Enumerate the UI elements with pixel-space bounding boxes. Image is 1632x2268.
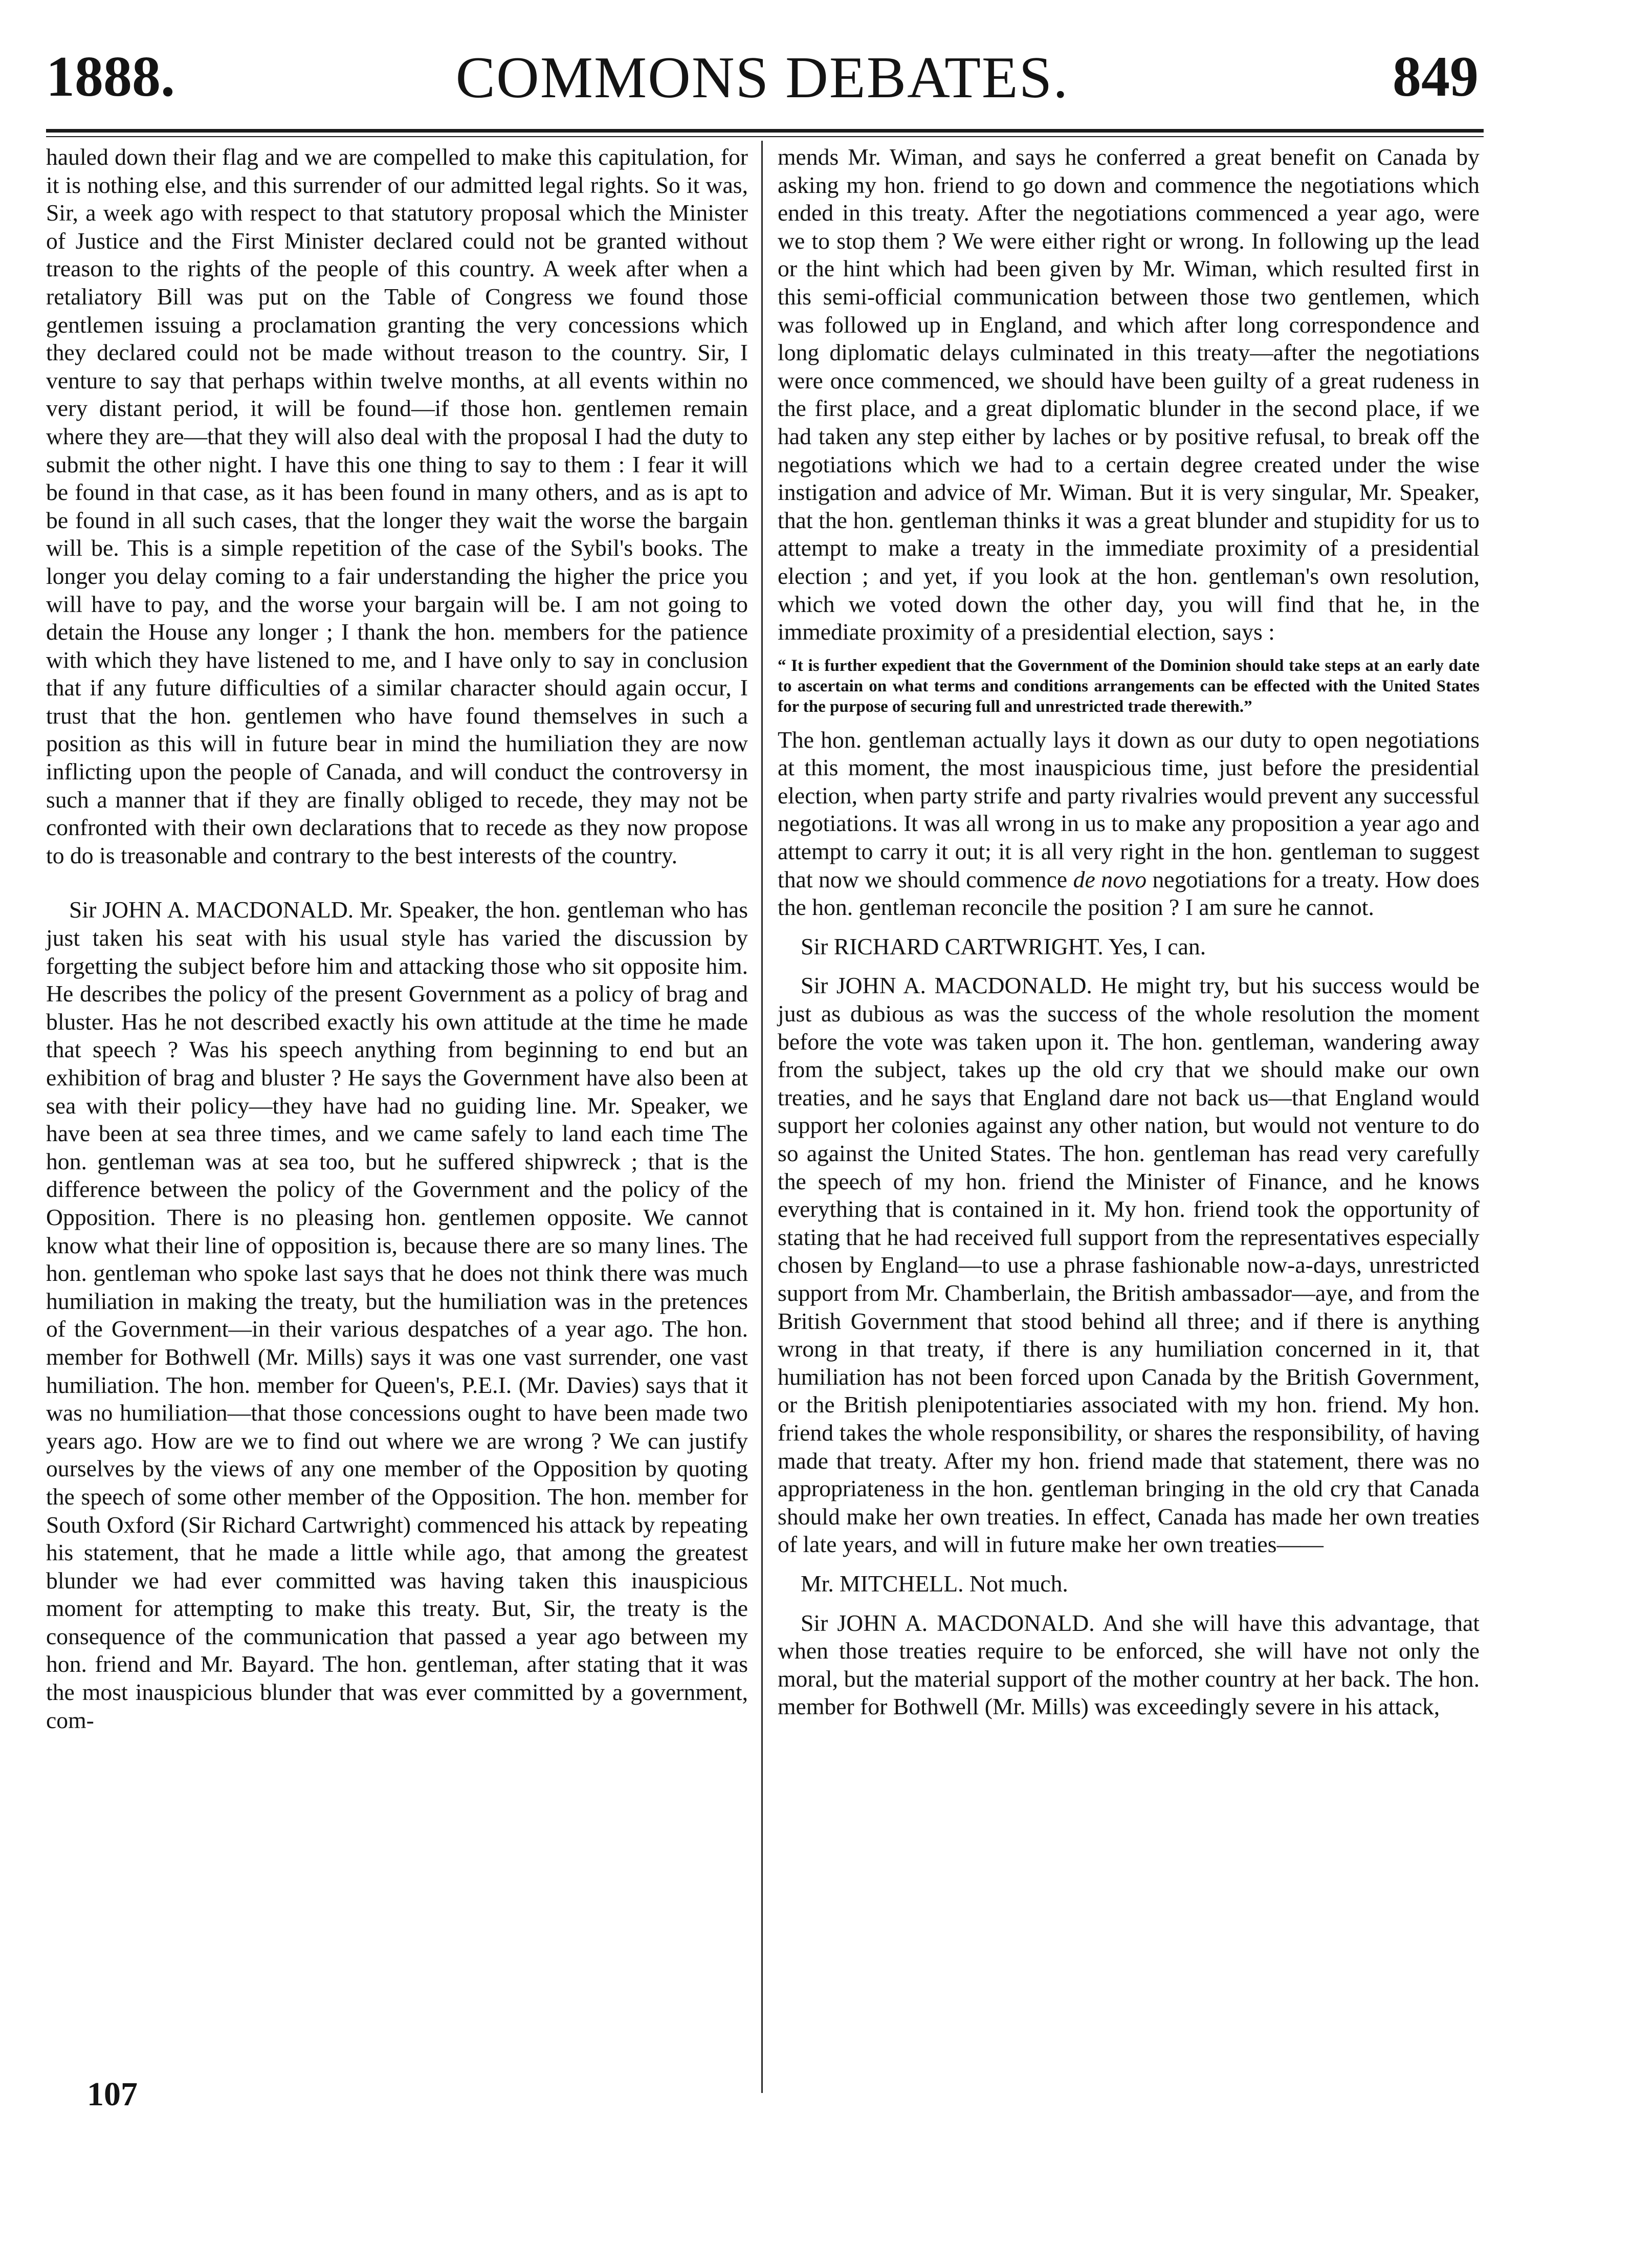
- speaker-name: Sir JOHN A. MACDONALD.: [801, 972, 1092, 999]
- speaker-name: Sir JOHN A. MACDONALD.: [801, 1609, 1095, 1636]
- paragraph-text: The hon. gentleman actually lays it down as our duty to open negotiations at this moment, the most inauspicious time, just before the presidential election, when party strife and party rivalries would prevent any successful negotiations. It was all wrong in us to make any proposition a year ago and attempt to carry it out; it is all very right in the hon. gentleman to suggest that now we should commence: [778, 726, 1480, 892]
- paragraph-text: negotiations for a treaty. How does the hon. gentleman reconcile the position ? I am sure he cannot.: [778, 866, 1480, 921]
- speaker-name: Sir RICHARD CARTWRIGHT.: [801, 933, 1104, 959]
- italic-phrase: de novo: [1073, 866, 1147, 892]
- header-title: COMMONS DEBATES.: [455, 45, 1069, 111]
- right-column: [778, 143, 1480, 1721]
- speech-paragraph: [46, 896, 748, 1734]
- header-page-number: 849: [1393, 45, 1479, 108]
- header-year: 1888.: [46, 45, 175, 108]
- speech-text: Yes, I can.: [1103, 933, 1206, 959]
- speaker-name: Sir JOHN A. MACDONALD.: [69, 897, 354, 923]
- left-column: [46, 143, 748, 1734]
- header-rule: [46, 129, 1484, 133]
- folio-number: 107: [87, 2076, 138, 2113]
- paragraph: mends Mr. Wiman, and says he conferred a great benefit on Canada by asking my hon. friend to go down and commence the negotiations which ended in this treaty. After the negotiations commenced a year ago, were we to stop them ? We were either right or wrong. In following up the lead or the hint which had been given by Mr. Wiman, which resulted first in this semi-official communication between those two gentlemen, which was followed up in England, and which after long correspondence and long diplomatic delays culminated in this treaty—after the negotiations were once commenced, we should have been guilty of a great rudeness in the first place, and a great diplomatic blunder in the second place, if we had taken any step either by laches or by positive refusal, to break off the negotiations which we had to a certain degree created under the wise instigation and advice of Mr. Wiman. But it is very singular, Mr. Speaker, that the hon. gentleman thinks it was a great blunder and stupidity for us to attempt to make a treaty in the immediate proximity of a presidential election ; and yet, if you look at the hon. gentleman's own resolution, which we voted down the other day, you will find that he, in the immediate proximity of a presidential election, says :: [778, 144, 1480, 645]
- speech-paragraph: [778, 1609, 1480, 1721]
- speaker-name: Mr. MITCHELL.: [801, 1570, 964, 1597]
- speech-paragraph: [778, 1570, 1480, 1598]
- speech-text: He might try, but his success would be just as dubious as was the success of the whole resolution the moment before the vote was taken upon it. The hon. gentleman, wandering away from the subject, takes up the old cry that we should make our own treaties, and he says that England dare not back us—that England would support her colonies against any other nation, but would not venture to do so against the United States. The hon. gentleman has read very carefully the speech of my hon. friend the Minister of Finance, and he knows everything that is contained in it. My hon. friend took the opportunity of stating that he had received full support from the representatives especially chosen by England—to use a phrase fashionable now-a-days, unrestricted support from Mr. Chamberlain, the British ambassador—aye, and from the British Government that stood behind all three; and if there is anything wrong in that treaty, if there is any humiliation concerned in it, that humiliation has not been forced upon Canada by the British Government, or the British plenipotentiaries associated with my hon. friend. My hon. friend takes the whole responsibility, or shares the responsibility, of having made that treaty. After my hon. friend made that statement, there was no appropriateness in the hon. gentleman bringing in the old cry that Canada should make her own treaties. In effect, Canada has made her own treaties of late years, and will in future make her own treaties——: [778, 972, 1480, 1558]
- speech-paragraph: [778, 933, 1480, 961]
- speech-text: Not much.: [963, 1570, 1068, 1597]
- speech-text: Mr. Speaker, the hon. gentleman who has just taken his seat with his usual style has varied the discussion by forgetting the subject before him and attacking those who sit opposite him. He describes the policy of the present Government as a policy of brag and bluster. Has he not described exactly his own attitude at the time he made that speech ? Was his speech anything from beginning to end but an exhibition of brag and bluster ? He says the Government have also been at sea with their policy—they have had no guiding line. Mr. Speaker, we have been at sea three times, and we came safely to land each time The hon. gentleman was at sea too, but he suffered shipwreck ; that is the difference between the policy of the Government and the policy of the Opposition. There is no pleasing hon. gentlemen opposite. We cannot know what their line of opposition is, because there are so many lines. The hon. gentleman who spoke last says that he does not think there was much humiliation in making the treaty, but the humiliation was in the pretences of the Government—in their various despatches of a year ago. The hon. member for Bothwell (Mr. Mills) says it was one vast surrender, one vast humiliation. The hon. member for Queen's, P.E.I. (Mr. Davies) says that it was no humiliation—that those concessions ought to have been made two years ago. How are we to find out where we are wrong ? We can justify ourselves by the views of any one member of the Opposition by quoting the speech of some other member of the Opposition. The hon. member for South Oxford (Sir Richard Cartwright) commenced his attack by repeating his statement, that he made a little while ago, that among the greatest blunder we had ever committed was having taken this inauspicious moment for attempting to make this treaty. But, Sir, the treaty is the consequence of the communication that passed a year ago between my hon. friend and Mr. Bayard. The hon. gentleman, after stating that it was the most inauspicious blunder that was ever committed by a government, com-: [46, 897, 748, 1733]
- paragraph: [778, 726, 1480, 922]
- speech-paragraph: [778, 972, 1480, 1558]
- block-quote: “ It is further expedient that the Government of the Dominion should take steps at an early date to ascertain on what terms and conditions arrangements can be effected with the United States for the purpose of securing full and unrestricted trade therewith.”: [778, 656, 1480, 716]
- speech-text: And she will have this advantage, that when those treaties require to be enforced, she will have not only the moral, but the material support of the mother country at her back. The hon. member for Bothwell (Mr. Mills) was exceedingly severe in his attack,: [778, 1609, 1480, 1720]
- page-header: [46, 44, 1479, 121]
- column-divider: [761, 141, 763, 2093]
- header-rule-thin: [46, 136, 1484, 137]
- paragraph: hauled down their flag and we are compelled to make this capitulation, for it is nothing else, and this surrender of our admitted legal rights. So it was, Sir, a week ago with respect to that statutory proposal which the Minister of Justice and the First Minister declared could not be granted without treason to the rights of the people of this country. A week after when a retaliatory Bill was put on the Table of Congress we found those gentlemen issuing a proclamation granting the very concessions which they declared could not be made without treason to the country. Sir, I venture to say that perhaps within twelve months, at all events within no very distant period, it will be found—if those hon. gentlemen remain where they are—that they will also deal with the proposal I had the duty to submit the other night. I have this one thing to say to them : I fear it will be found in that case, as it has been found in many others, and as is apt to be found in all such cases, that the longer they wait the worse the bargain will be. This is a simple repetition of the case of the Sybil's books. The longer you delay coming to a fair understanding the higher the price you will have to pay, and the worse your bargain will be. I am not going to detain the House any longer ; I thank the hon. members for the patience with which they have listened to me, and I have only to say in conclusion that if any future difficulties of a similar character should again occur, I trust that the hon. gentlemen who have found themselves in such a position as this will in future bear in mind the humiliation they are now inflicting upon the people of Canada, and will conduct the controversy in such a manner that if they are finally obliged to recede, they may not be confronted with their own declarations that to recede as they now propose to do is treasonable and contrary to the best interests of the country.: [46, 144, 748, 868]
